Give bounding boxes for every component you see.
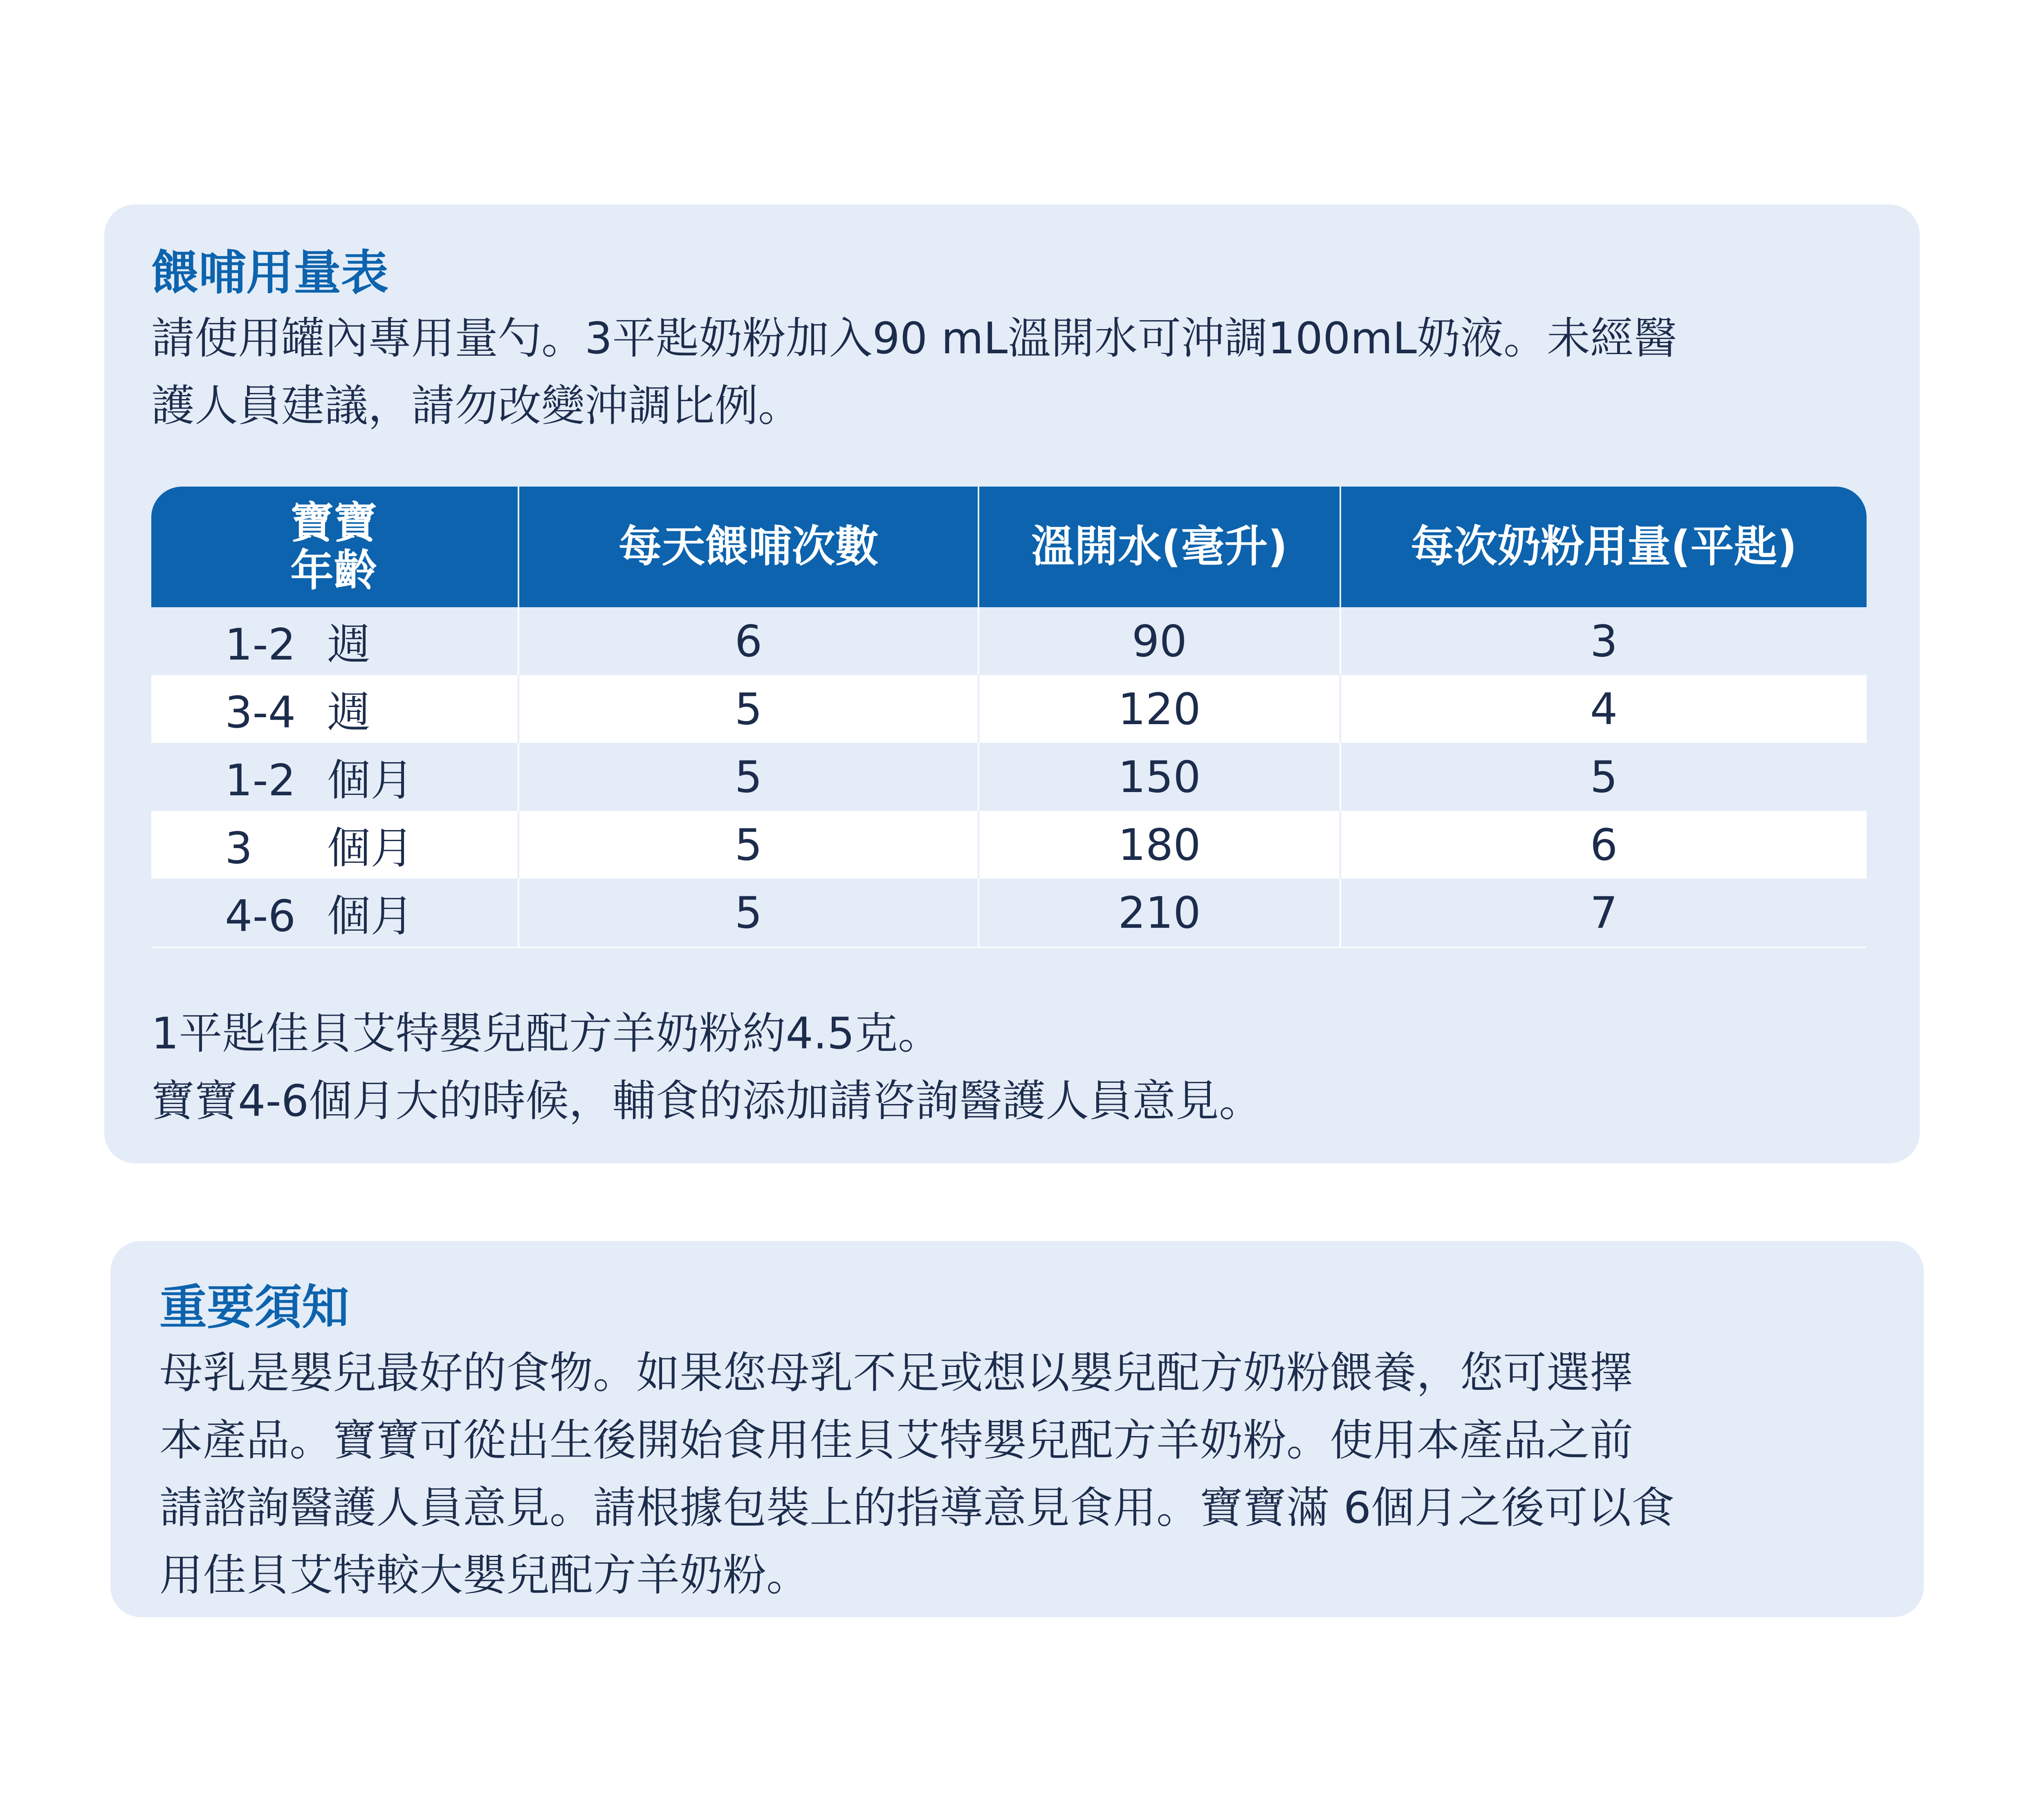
scoops-cell: 7 (1341, 879, 1867, 948)
note-line: 寶寶4-6個月大的時候，輔食的添加請咨詢醫護人員意見。 (151, 1076, 1263, 1126)
note-line: 1平匙佳貝艾特嬰兒配方羊奶粉約4.5克。 (151, 1008, 942, 1059)
age-unit: 週 (327, 619, 370, 670)
age-unit: 個月 (327, 823, 414, 873)
header-age-line: 年齡 (290, 545, 377, 596)
water-cell: 120 (979, 675, 1341, 743)
notice-line: 本產品。寶寶可從出生後開始食用佳貝艾特嬰兒配方羊奶粉。使用本產品之前 (159, 1415, 1633, 1465)
intro-line: 請使用罐內專用量勺。3平匙奶粉加入90 mL溫開水可沖調100mL奶液。未經醫 (151, 313, 1677, 364)
age-number: 3 (225, 823, 253, 873)
age-number: 1-2 (225, 755, 296, 806)
header-baby-age (151, 487, 519, 607)
notice-line: 母乳是嬰兒最好的食物。如果您母乳不足或想以嬰兒配方奶粉餵養，您可選擇 (159, 1348, 1633, 1398)
feeds-cell: 5 (519, 811, 979, 879)
table-row (151, 811, 1867, 879)
header-water-ml: 溫開水(毫升) (979, 487, 1341, 607)
age-cell (151, 743, 519, 811)
table-row (151, 743, 1867, 811)
notice-line: 用佳貝艾特較大嬰兒配方羊奶粉。 (159, 1550, 810, 1600)
age-unit: 週 (327, 687, 370, 738)
intro-line: 護人員建議，請勿改變沖調比例。 (151, 381, 801, 431)
header-powder-scoops: 每次奶粉用量(平匙) (1341, 487, 1867, 607)
notice-line: 請諮詢醫護人員意見。請根據包裝上的指導意見食用。寶寶滿 6個月之後可以食 (159, 1483, 1675, 1533)
scoops-cell: 4 (1341, 675, 1867, 743)
feeding-guide-notes (151, 1000, 1877, 1135)
water-cell: 150 (979, 743, 1341, 811)
age-number: 4-6 (225, 891, 296, 941)
age-unit: 個月 (327, 755, 414, 806)
table-row (151, 879, 1867, 948)
header-feeds-per-day: 每天餵哺次數 (519, 487, 979, 607)
table-row (151, 675, 1867, 743)
important-notice-title: 重要須知 (159, 1280, 349, 1335)
feeding-guide-panel (104, 204, 1920, 1163)
scoops-cell: 3 (1341, 607, 1867, 675)
important-notice-text (159, 1339, 1877, 1609)
feeds-cell: 6 (519, 607, 979, 675)
age-number: 1-2 (225, 619, 296, 670)
feeding-guide-title: 餵哺用量表 (151, 245, 388, 301)
water-cell: 180 (979, 811, 1341, 879)
important-notice-panel (110, 1241, 1924, 1617)
header-age-line: 寶寶 (290, 497, 377, 548)
age-cell (151, 879, 519, 948)
age-cell (151, 607, 519, 675)
table-row (151, 607, 1867, 675)
age-cell (151, 811, 519, 879)
age-number: 3-4 (225, 687, 296, 738)
water-cell: 210 (979, 879, 1341, 948)
feeding-guide-intro (151, 305, 1877, 440)
feeds-cell: 5 (519, 879, 979, 948)
feeds-cell: 5 (519, 675, 979, 743)
age-cell (151, 675, 519, 743)
feeding-table (151, 487, 1867, 948)
age-unit: 個月 (327, 891, 414, 941)
water-cell: 90 (979, 607, 1341, 675)
scoops-cell: 6 (1341, 811, 1867, 879)
feeds-cell: 5 (519, 743, 979, 811)
table-header-row (151, 487, 1867, 607)
scoops-cell: 5 (1341, 743, 1867, 811)
